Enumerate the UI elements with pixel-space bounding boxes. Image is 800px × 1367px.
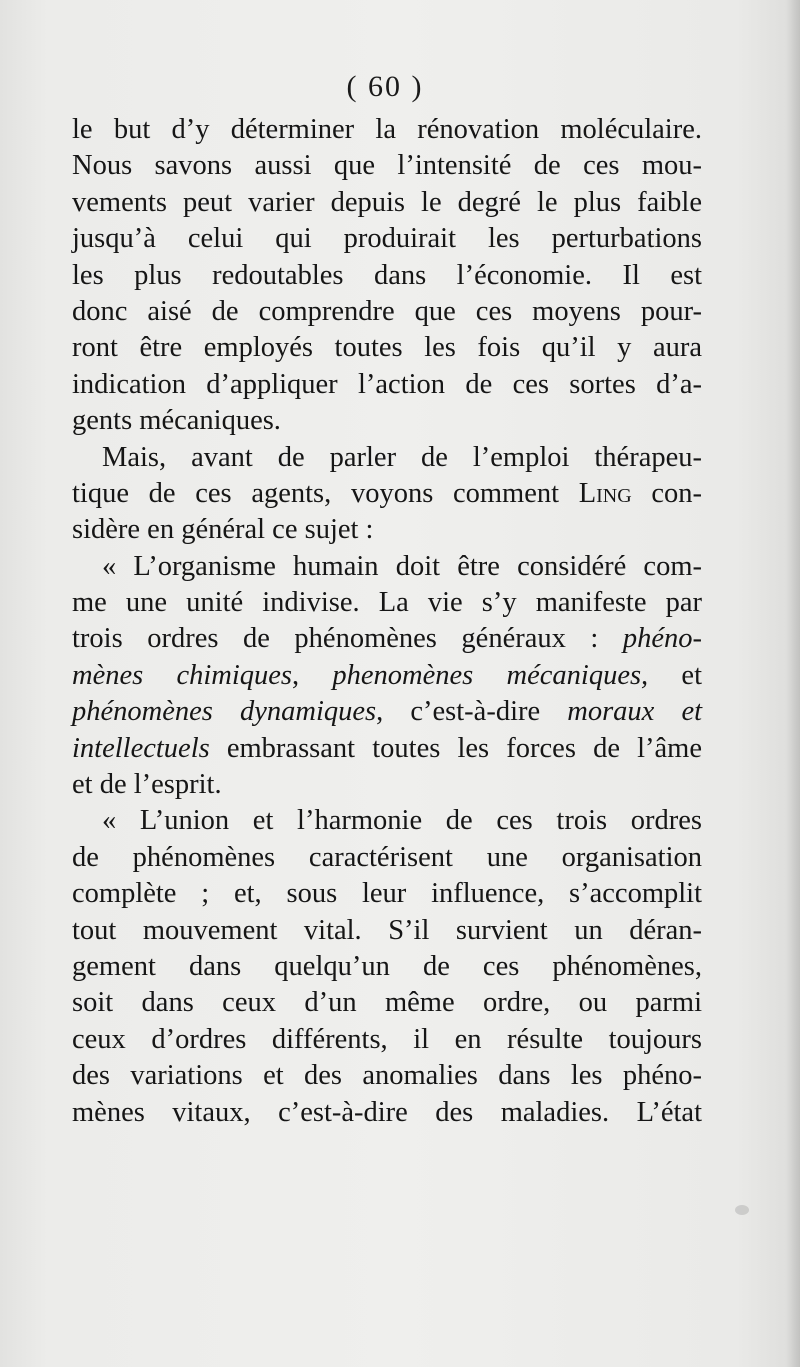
text-line-15-italic: phéno-	[622, 623, 702, 655]
text-line-16-after: et	[648, 659, 702, 691]
text-line-24: gement dans quelqu’un de ces phénomènes,	[72, 950, 702, 982]
text-line-15	[72, 621, 702, 657]
text-line-11	[72, 476, 702, 512]
text-line-9: gents mécaniques.	[72, 405, 281, 437]
text-line-6: donc aisé de comprendre que ces moyens pour-	[72, 295, 702, 327]
page-number: ( 60 )	[346, 70, 424, 103]
page-edge-shadow	[786, 0, 800, 1367]
text-line-17	[72, 694, 702, 730]
text-line-28: mènes vitaux, c’est-à-dire des maladies. L’état	[72, 1096, 702, 1128]
text-line-17-italic: phénomènes dynamiques	[72, 696, 377, 728]
text-line-16	[72, 658, 702, 694]
text-line-17-mid: , c’est-à-dire	[376, 696, 568, 728]
body-text	[72, 112, 702, 1131]
author-name-ling: Ling	[578, 477, 632, 509]
text-line-13: « L’organisme humain doit être considéré com-	[102, 550, 702, 582]
text-line-22: complète ; et, sous leur influence, s’accomplit	[72, 878, 702, 910]
text-line-11-after: con-	[631, 477, 702, 509]
text-line-20: « L’union et l’harmonie de ces trois ordres	[102, 805, 702, 837]
text-line-16-italic: mènes chimiques	[72, 659, 293, 691]
text-line-14: me une unité indivise. La vie s’y manifeste par	[72, 587, 702, 619]
text-line-11-before: tique de ces agents, voyons comment	[72, 477, 579, 509]
text-line-15-before: trois ordres de phénomènes généraux :	[72, 623, 623, 655]
text-line-21: de phénomènes caractérisent une organisation	[72, 841, 702, 873]
text-line-16-mid: ,	[292, 659, 333, 691]
text-line-8: indication d’appliquer l’action de ces sortes d’a-	[72, 368, 702, 400]
text-line-18-after: embrassant toutes les forces de l’âme	[209, 732, 702, 764]
text-line-18	[72, 731, 702, 767]
text-line-10: Mais, avant de parler de l’emploi thérapeu-	[102, 441, 702, 473]
text-line-19: et de l’esprit.	[72, 769, 222, 801]
text-line-2: Nous savons aussi que l’intensité de ces mou-	[72, 150, 702, 182]
text-line-17-italic-2: moraux et	[567, 696, 703, 728]
text-line-5: les plus redoutables dans l’économie. Il est	[72, 259, 702, 291]
text-line-4: jusqu’à celui qui produirait les perturbations	[72, 223, 702, 255]
text-line-3: vements peut varier depuis le degré le plus faible	[72, 186, 702, 218]
text-line-27: des variations et des anomalies dans les phéno-	[72, 1060, 702, 1092]
text-line-23: tout mouvement vital. S’il survient un déran-	[72, 914, 702, 946]
text-line-1: le but d’y déterminer la rénovation moléculaire.	[72, 114, 702, 145]
paper-stain	[735, 1205, 749, 1215]
text-line-26: ceux d’ordres différents, il en résulte toujours	[72, 1023, 702, 1055]
text-line-16-italic-2: phenomènes mécaniques,	[332, 659, 649, 691]
text-line-7: ront être employés toutes les fois qu’il y aura	[72, 332, 702, 364]
text-line-25: soit dans ceux d’un même ordre, ou parmi	[72, 987, 702, 1019]
text-line-12: sidère en général ce sujet :	[72, 514, 374, 546]
text-line-18-italic: intellectuels	[72, 732, 210, 764]
